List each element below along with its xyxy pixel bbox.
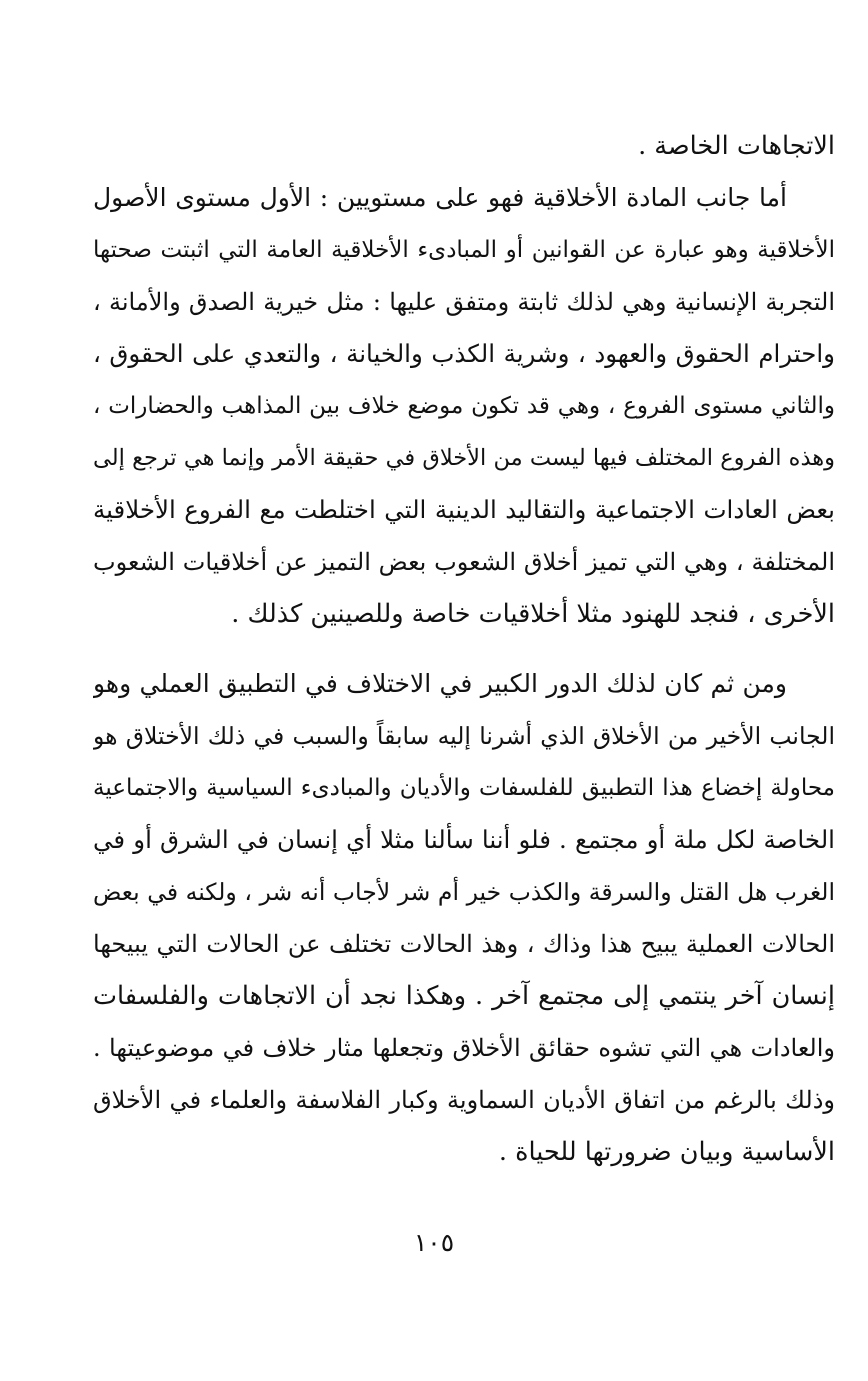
text-line: الخاصة لكل ملة أو مجتمع . فلو أننا سألنا مثلا أي إنسان في الشرق أو في (93, 825, 835, 854)
text-line: ومن ثم كان لذلك الدور الكبير في الاختلاف في التطبيق العملي وهو (93, 669, 787, 698)
text-line: الاتجاهات الخاصة . (638, 131, 835, 161)
text-line: وهذه الفروع المختلف فيها ليست من الأخلاق في حقيقة الأمر وإنما هي ترجع إلى (93, 445, 835, 471)
text-line: أما جانب المادة الأخلاقية فهو على مستويين : الأول مستوى الأصول (93, 183, 787, 212)
paragraph-practical-application (93, 658, 835, 1178)
text-line: محاولة إخضاع هذا التطبيق للفلسفات والأديان والمبادىء السياسية والاجتماعية (93, 775, 835, 801)
text-line: الأخلاقية وهو عبارة عن القوانين أو المبادىء الأخلاقية العامة التي اثبتت صحتها (93, 237, 835, 263)
text-line: والعادات هي التي تشوه حقائق الأخلاق وتجعلها مثار خلاف في موضوعيتها . (93, 1034, 835, 1062)
text-line: الجانب الأخير من الأخلاق الذي أشرنا إليه سابقاً والسبب في ذلك الأختلاق هو (93, 722, 835, 750)
text-line: الحالات العملية يبيح هذا وذاك ، وهذ الحالات تختلف عن الحالات التي يبيحها (93, 930, 835, 958)
text-line: المختلفة ، وهي التي تميز أخلاق الشعوب بعض التميز عن أخلاقيات الشعوب (93, 548, 835, 576)
text-line: والثاني مستوى الفروع ، وهي قد تكون موضع خلاف بين المذاهب والحضارات ، (93, 393, 835, 419)
text-line: الأخرى ، فنجد للهنود مثلا أخلاقيات خاصة وللصينين كذلك . (231, 599, 835, 629)
text-line: وذلك بالرغم من اتفاق الأديان السماوية وكبار الفلاسفة والعلماء في الأخلاق (93, 1086, 835, 1114)
text-line: الغرب هل القتل والسرقة والكذب خير أم شر لأجاب أنه شر ، ولكنه في بعض (93, 878, 835, 906)
text-line: الأساسية وبيان ضرورتها للحياة . (498, 1137, 835, 1167)
paragraph-moral-levels (93, 172, 835, 640)
paragraph-continuation (93, 120, 835, 172)
text-line: واحترام الحقوق والعهود ، وشرية الكذب والخيانة ، والتعدي على الحقوق ، (93, 339, 835, 368)
text-line: التجربة الإنسانية وهي لذلك ثابتة ومتفق عليها : مثل خيرية الصدق والأمانة ، (93, 288, 835, 316)
text-line: إنسان آخر ينتمي إلى مجتمع آخر . وهكذا نجد أن الاتجاهات والفلسفات (93, 981, 835, 1011)
text-line: بعض العادات الاجتماعية والتقاليد الدينية التي اختلطت مع الفروع الأخلاقية (93, 495, 835, 524)
page-number: ١٠٥ (413, 1228, 455, 1257)
